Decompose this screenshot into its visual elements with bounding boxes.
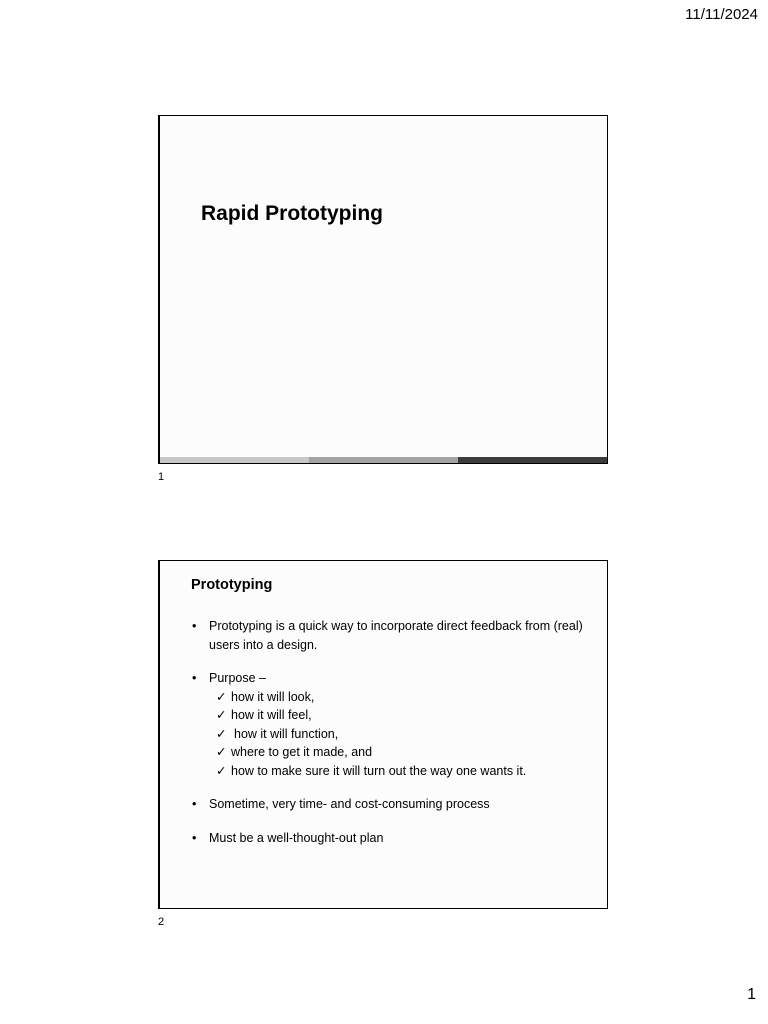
check-item [216, 743, 593, 762]
check-item-text: how it will feel, [231, 708, 312, 722]
purpose-checklist [209, 688, 593, 781]
check-item-text: how to make sure it will turn out the way one wants it. [231, 763, 527, 778]
slide-2-bullet-list [190, 617, 593, 862]
page-number: 1 [747, 986, 756, 1003]
check-item-text: how it will function, [234, 726, 339, 741]
slide-2 [158, 560, 608, 909]
check-item [216, 688, 593, 707]
slide-2-title: Prototyping [191, 577, 273, 593]
accent-bar-segment-dark [458, 457, 607, 463]
bullet-icon: • [192, 830, 197, 845]
slide-1-accent-bar [160, 457, 607, 463]
check-item [216, 725, 593, 744]
print-date: 11/11/2024 [685, 6, 758, 23]
checkmark-icon: ✓ [216, 763, 227, 778]
checkmark-icon: ✓ [216, 708, 227, 722]
check-item-text: where to get it made, and [231, 745, 373, 759]
bullet-item [190, 795, 593, 814]
slide-2-number: 2 [158, 916, 165, 928]
checkmark-icon: ✓ [216, 726, 227, 741]
bullet-item [190, 617, 593, 654]
bullet-icon: • [192, 619, 197, 633]
check-item [216, 762, 593, 781]
bullet-text: Prototyping is a quick way to incorporate direct feedback from (real) users into a design. [209, 619, 583, 652]
slide-1-title: Rapid Prototyping [201, 202, 383, 225]
bullet-icon: • [192, 797, 197, 811]
check-item [216, 706, 593, 725]
accent-bar-segment-medium [309, 457, 458, 463]
bullet-text: Purpose – [209, 671, 266, 685]
bullet-text: Must be a well-thought-out plan [209, 830, 384, 845]
bullet-item [190, 669, 593, 780]
slide-1-number: 1 [158, 471, 165, 483]
bullet-icon: • [192, 671, 197, 685]
bullet-item [190, 829, 593, 848]
bullet-text: Sometime, very time- and cost-consuming process [209, 797, 490, 811]
checkmark-icon: ✓ [216, 689, 227, 704]
check-item-text: how it will look, [231, 689, 315, 704]
slide-1 [158, 115, 608, 464]
checkmark-icon: ✓ [216, 745, 227, 759]
accent-bar-segment-light [160, 457, 309, 463]
